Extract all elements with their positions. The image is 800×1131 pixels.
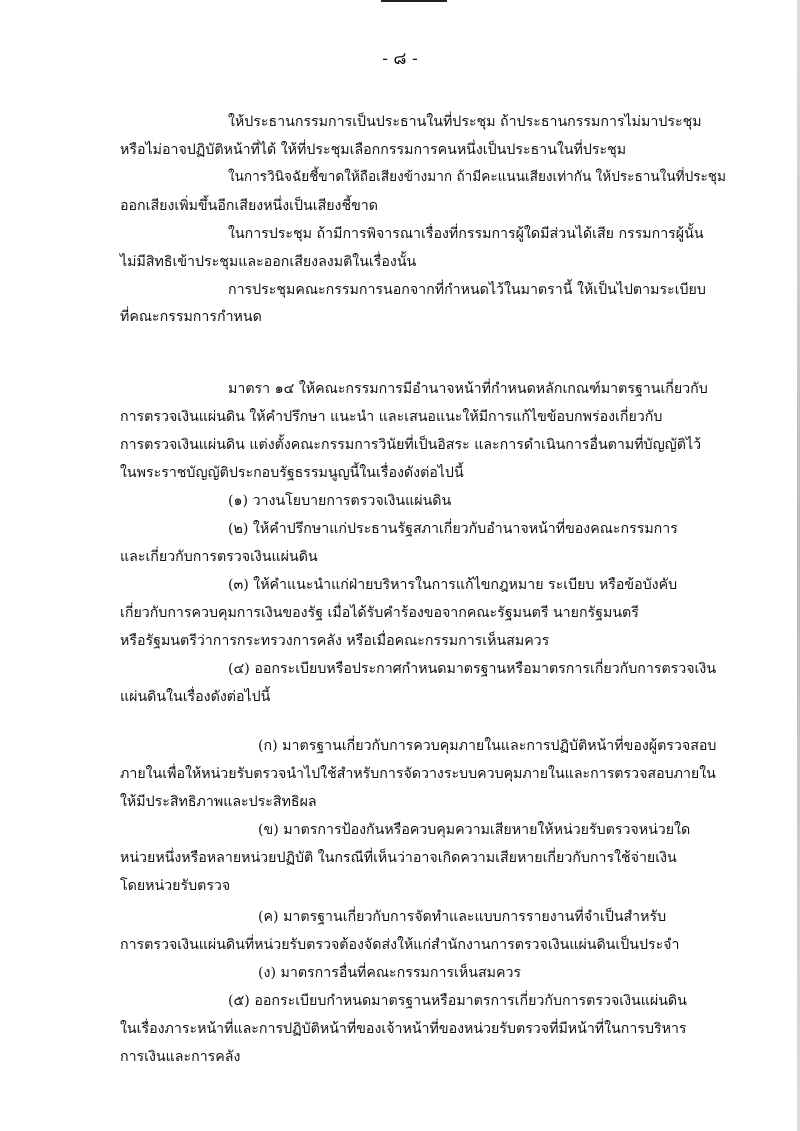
page-number: - ๘ -: [382, 49, 418, 69]
text-line: ไม่มีสิทธิเข้าประชุมและออกเสียงลงมติในเรื่องนั้น: [120, 254, 417, 270]
top-rule: [381, 0, 447, 2]
text-line: ภายในเพื่อให้หน่วยรับตรวจนำไปใช้สำหรับการจัดวางระบบควบคุมภายในและการตรวจสอบภายใน: [120, 766, 716, 782]
text-line: การประชุมคณะกรรมการนอกจากที่กำหนดไว้ในมาตรานี้ ให้เป็นไปตามระเบียบ: [228, 282, 706, 298]
text-line: การตรวจเงินแผ่นดินที่หน่วยรับตรวจต้องจัดส่งให้แก่สำนักงานการตรวจเงินแผ่นดินเป็นประจำ: [120, 937, 680, 953]
text-line: ในการประชุม ถ้ามีการพิจารณาเรื่องที่กรรมการผู้ใดมีส่วนได้เสีย กรรมการผู้นั้น: [228, 226, 704, 242]
list-item: (๑) วางนโยบายการตรวจเงินแผ่นดิน: [228, 493, 452, 509]
sub-list-item: (ค) มาตรฐานเกี่ยวกับการจัดทำและแบบการรายงานที่จำเป็นสำหรับ: [258, 909, 667, 925]
text-line: หรือไม่อาจปฏิบัติหน้าที่ได้ ให้ที่ประชุมเลือกกรรมการคนหนึ่งเป็นประธานในที่ประชุม: [120, 142, 627, 158]
text-line: ให้มีประสิทธิภาพและประสิทธิผล: [120, 794, 317, 810]
section-heading-line: มาตรา ๑๔ ให้คณะกรรมการมีอำนาจหน้าที่กำหนดหลักเกณฑ์มาตรฐานเกี่ยวกับ: [228, 381, 708, 397]
text-line: หรือรัฐมนตรีว่าการกระทรวงการคลัง หรือเมื่อคณะกรรมการเห็นสมควร: [120, 633, 550, 649]
text-line: การตรวจเงินแผ่นดิน แต่งตั้งคณะกรรมการวินัยที่เป็นอิสระ และการดำเนินการอื่นตามที่บัญญัติไว้: [120, 437, 702, 453]
text-line: ในเรื่องภาระหน้าที่และการปฏิบัติหน้าที่ของเจ้าหน้าที่ของหน่วยรับตรวจที่มีหน้าที่ในการบริหาร: [120, 1021, 687, 1037]
text-line: ออกเสียงเพิ่มขึ้นอีกเสียงหนึ่งเป็นเสียงชี้ขาด: [120, 198, 378, 214]
sub-list-item: (ก) มาตรฐานเกี่ยวกับการควบคุมภายในและการปฏิบัติหน้าที่ของผู้ตรวจสอบ: [258, 738, 717, 754]
text-line: โดยหน่วยรับตรวจ: [120, 878, 231, 894]
text-line: การเงินและการคลัง: [120, 1049, 241, 1065]
text-line: ในพระราชบัญญัติประกอบรัฐธรรมนูญนี้ในเรื่องดังต่อไปนี้: [120, 465, 464, 481]
text-line: การตรวจเงินแผ่นดิน ให้คำปรึกษา แนะนำ และเสนอแนะให้มีการแก้ไขข้อบกพร่องเกี่ยวกับ: [120, 409, 663, 425]
list-item: (๒) ให้คำปรึกษาแก่ประธานรัฐสภาเกี่ยวกับอำนาจหน้าที่ของคณะกรรมการ: [228, 521, 678, 537]
text-line: แผ่นดินในเรื่องดังต่อไปนี้: [120, 689, 271, 705]
text-line: หน่วยหนึ่งหรือหลายหน่วยปฏิบัติ ในกรณีที่เห็นว่าอาจเกิดความเสียหายเกี่ยวกับการใช้จ่ายเงิน: [120, 850, 677, 866]
list-item: (๕) ออกระเบียบกำหนดมาตรฐานหรือมาตรการเกี่ยวกับการตรวจเงินแผ่นดิน: [228, 993, 687, 1009]
text-line: ให้ประธานกรรมการเป็นประธานในที่ประชุม ถ้าประธานกรรมการไม่มาประชุม: [228, 114, 702, 130]
text-line: เกี่ยวกับการควบคุมการเงินของรัฐ เมื่อได้รับคำร้องขอจากคณะรัฐมนตรี นายกรัฐมนตรี: [120, 605, 639, 621]
list-item: (๔) ออกระเบียบหรือประกาศกำหนดมาตรฐานหรือมาตรการเกี่ยวกับการตรวจเงิน: [228, 661, 717, 677]
text-line: ที่คณะกรรมการกำหนด: [120, 309, 262, 325]
sub-list-item: (ข) มาตรการป้องกันหรือควบคุมความเสียหายให้หน่วยรับตรวจหน่วยใด: [258, 822, 691, 838]
text-line: ในการวินิจฉัยชี้ขาดให้ถือเสียงข้างมาก ถ้ามีคะแนนเสียงเท่ากัน ให้ประธานในที่ประชุม: [228, 169, 726, 185]
sub-list-item: (ง) มาตรการอื่นที่คณะกรรมการเห็นสมควร: [258, 965, 522, 981]
list-item: (๓) ให้คำแนะนำแก่ฝ่ายบริหารในการแก้ไขกฎหมาย ระเบียบ หรือข้อบังคับ: [228, 577, 678, 593]
text-line: และเกี่ยวกับการตรวจเงินแผ่นดิน: [120, 549, 318, 565]
